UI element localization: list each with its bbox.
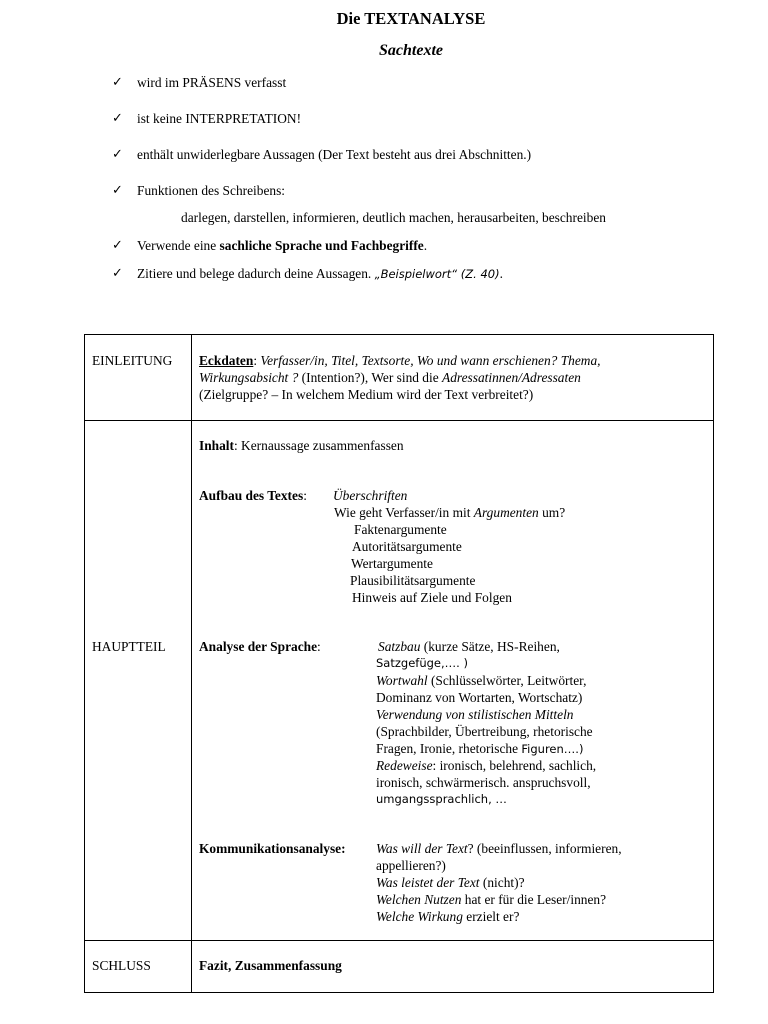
checkmark-icon: ✓ — [112, 74, 123, 89]
kommunikation-question: Was will der Text — [376, 841, 468, 856]
kommunikation-question: Was leistet der Text — [376, 875, 480, 890]
kommunikation-question: Welche Wirkung — [376, 909, 463, 924]
redeweise-line — [376, 757, 596, 774]
kommunikation-line: appellieren?) — [376, 858, 446, 873]
aufbau-question — [334, 504, 565, 521]
kommunikation-heading — [199, 840, 346, 857]
ironisch-line: ironisch, schwärmerisch. anspruchsvoll, — [376, 775, 591, 790]
checkmark-icon: ✓ — [112, 237, 123, 252]
aufbau-question-text: Argumenten — [473, 505, 539, 520]
sprache-heading: Analyse der Sprache — [199, 639, 318, 654]
argument-item: Hinweis auf Ziele und Folgen — [352, 590, 512, 605]
bullet-item: enthält unwiderlegbare Aussagen (Der Text besteht aus drei Abschnitten.) — [137, 147, 532, 162]
satzbau-text: (kurze Sätze, HS-Reihen, — [420, 639, 560, 654]
einleitung-text: Verfasser/in, Titel, Textsorte, Wo und wann erschienen? Thema, — [260, 353, 601, 368]
schluss-label-cell — [85, 941, 192, 993]
aufbau-colon: : — [303, 488, 307, 503]
einleitung-line — [199, 352, 601, 369]
hauptteil-label: HAUPTTEIL — [92, 639, 166, 654]
argument-item: Autoritätsargumente — [352, 539, 462, 554]
bullet-text: Verwende eine — [137, 238, 220, 253]
kommunikation-line — [376, 840, 622, 857]
aufbau-question-text: Wie geht Verfasser/in mit — [334, 505, 474, 520]
bullet-item: wird im PRÄSENS verfasst — [137, 75, 287, 90]
kommunikation-question: Welchen Nutzen — [376, 892, 462, 907]
argument-item: Wertargumente — [351, 556, 433, 571]
stil-text: Verwendung von stilistischen Mitteln — [376, 707, 574, 722]
fragen-line — [376, 740, 583, 758]
checkmark-icon: ✓ — [112, 146, 123, 161]
kommunikation-text: erzielt er? — [462, 909, 520, 924]
eckdaten-heading: Eckdaten — [199, 353, 254, 368]
satzgefuege-line: Satzgefüge,…. ) — [376, 656, 468, 670]
checkmark-icon: ✓ — [112, 265, 123, 280]
page-title: Die TEXTANALYSE — [336, 9, 486, 28]
umgang-line: umgangssprachlich, … — [376, 792, 507, 806]
schluss-text — [199, 957, 342, 974]
inhalt-heading: Inhalt — [199, 438, 234, 453]
bullet-item: Funktionen des Schreibens: — [137, 183, 286, 198]
figuren-text: Figuren….) — [521, 742, 584, 756]
fragen-text: Fragen, Ironie, rhetorische — [376, 741, 522, 756]
satzbau-label: Satzbau — [378, 639, 421, 654]
kommunikation-heading-text: Kommunikationsanalyse: — [199, 841, 346, 856]
einleitung-label-cell — [85, 335, 192, 421]
sprache-colon: : — [317, 639, 321, 654]
schluss-content-cell — [192, 941, 714, 993]
page-subtitle: Sachtexte — [379, 42, 443, 59]
inhalt-line — [199, 437, 404, 454]
checkmark-icon: ✓ — [112, 110, 123, 125]
einleitung-colon: : — [253, 353, 261, 368]
aufbau-heading: Aufbau des Textes — [199, 488, 304, 503]
schluss-label: SCHLUSS — [92, 958, 151, 973]
hauptteil-content-cell — [192, 421, 714, 941]
einleitung-line: (Zielgruppe? – In welchem Medium wird der Text verbreitet?) — [199, 387, 534, 402]
bullet-item: ist keine INTERPRETATION! — [137, 111, 302, 126]
einleitung-content-cell — [192, 335, 714, 421]
einleitung-text: Wirkungsabsicht ? — [199, 370, 299, 385]
bullet-text: . — [423, 238, 428, 253]
aufbau-question-text: um? — [538, 505, 566, 520]
inhalt-text: : Kernaussage zusammenfassen — [233, 438, 404, 453]
bullet-text: Zitiere und belege dadurch deine Aussagen. — [137, 266, 375, 281]
bullet-item — [137, 265, 503, 283]
schluss-bold-text: Fazit, Zusammenfassung — [199, 958, 342, 973]
bullet-subline: darlegen, darstellen, informieren, deutlich machen, herausarbeiten, beschreiben — [181, 210, 606, 225]
sprache-line — [199, 638, 321, 655]
aufbau-line — [199, 487, 307, 504]
wortwahl-label: Wortwahl — [376, 673, 428, 688]
einleitung-text: Adressatinnen/Adressaten — [442, 370, 581, 385]
hauptteil-label-cell — [85, 421, 192, 941]
redeweise-label: Redeweise — [376, 758, 433, 773]
wortwahl-text: (Schlüsselwörter, Leitwörter, — [427, 673, 587, 688]
einleitung-line — [199, 369, 581, 386]
argument-item: Plausibilitätsargumente — [350, 573, 476, 588]
kommunikation-text: ? (beeinflussen, informieren, — [467, 841, 622, 856]
sprachbilder-line: (Sprachbilder, Übertreibung, rhetorische — [376, 724, 593, 739]
checkmark-icon: ✓ — [112, 182, 123, 197]
aufbau-ueberschriften — [333, 487, 407, 504]
satzbau-line — [378, 638, 560, 655]
bullet-example: „Beispielwort“ (Z. 40) — [374, 267, 500, 281]
bullet-bold-text: sachliche Sprache und Fachbegriffe — [219, 238, 424, 253]
analysis-table — [84, 334, 714, 993]
ueberschriften-text: Überschriften — [333, 488, 408, 503]
bullet-item — [137, 237, 427, 254]
stil-line — [376, 706, 574, 723]
redeweise-text: : ironisch, belehrend, sachlich, — [432, 758, 597, 773]
einleitung-text: (Intention?), Wer sind die — [298, 370, 443, 385]
dominanz-line: Dominanz von Wortarten, Wortschatz) — [376, 690, 583, 705]
kommunikation-line — [376, 908, 519, 925]
argument-item: Faktenargumente — [354, 522, 447, 537]
einleitung-label: EINLEITUNG — [92, 353, 173, 368]
kommunikation-text: hat er für die Leser/innen? — [461, 892, 607, 907]
wortwahl-line — [376, 672, 586, 689]
bullet-text: . — [499, 266, 503, 281]
kommunikation-text: (nicht)? — [479, 875, 525, 890]
kommunikation-line — [376, 874, 525, 891]
kommunikation-line — [376, 891, 606, 908]
